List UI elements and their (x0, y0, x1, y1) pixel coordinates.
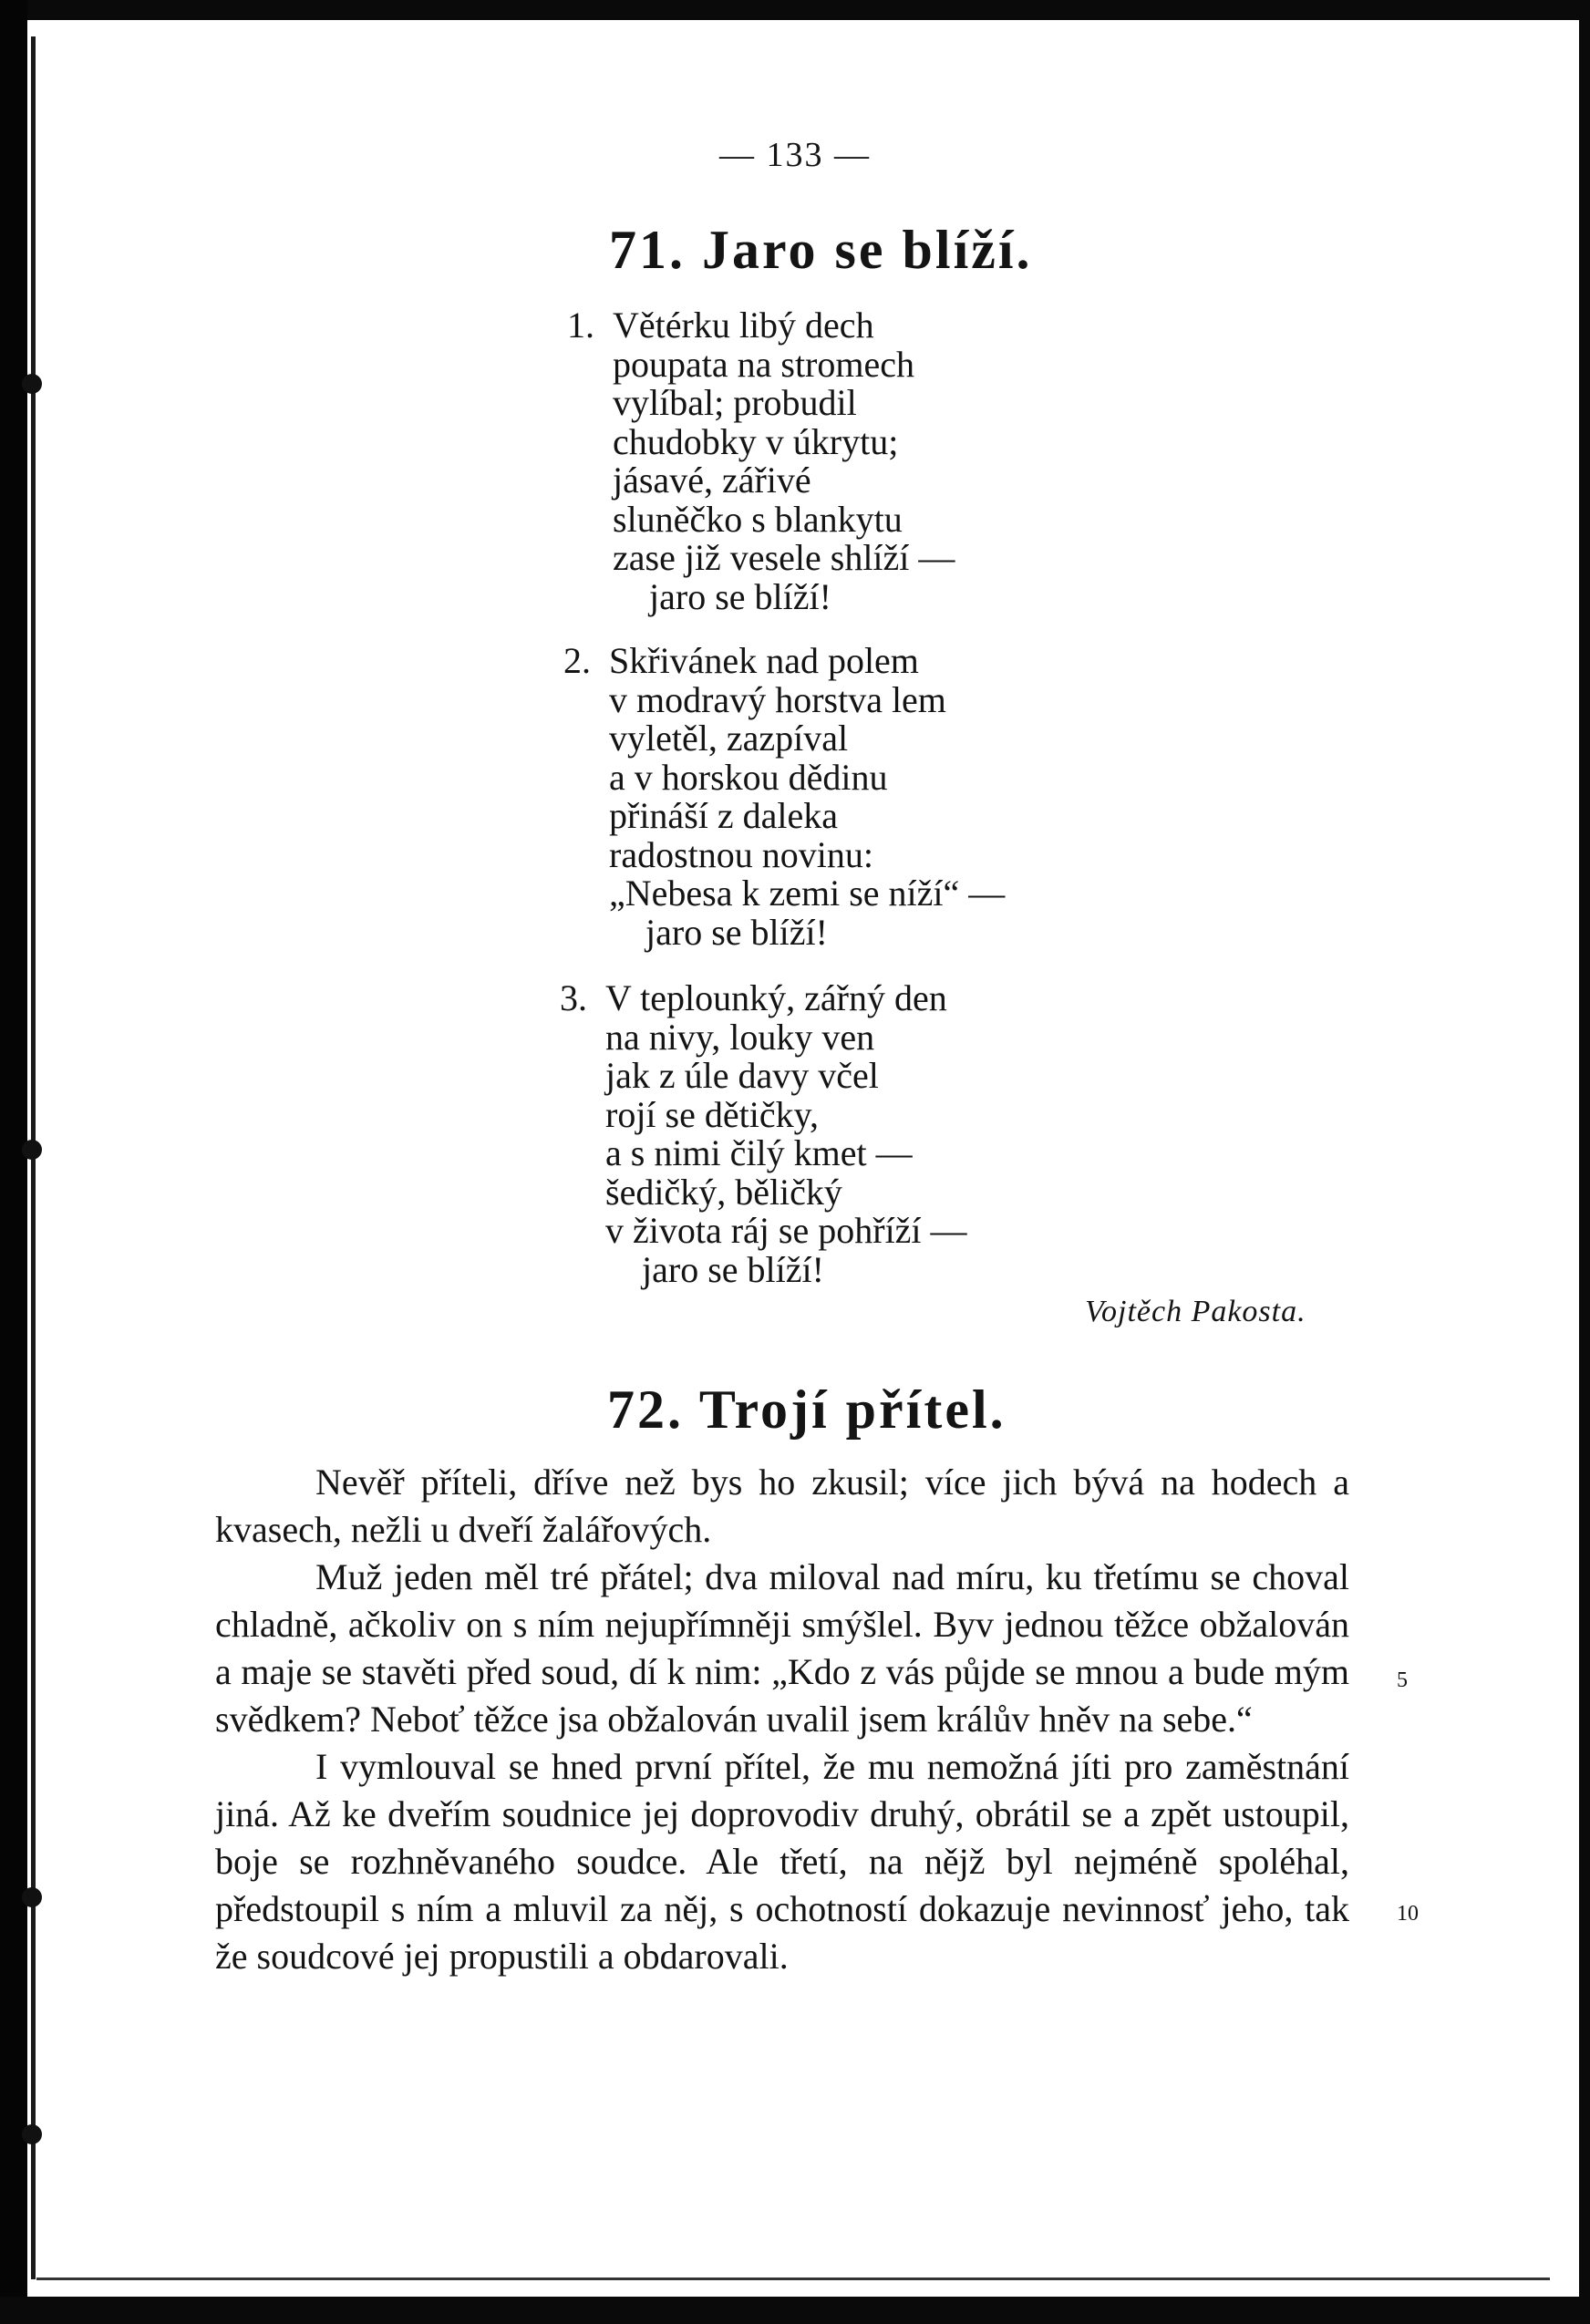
verse-line: poupata na stromech (613, 343, 914, 385)
verse-line: vyletěl, zazpíval (609, 718, 849, 759)
page-number: — 133 — (719, 136, 871, 174)
stanza-2 (563, 640, 1006, 953)
stanza-number: 3. (560, 977, 587, 1018)
verse-line: jak z úle davy včel (605, 1055, 879, 1096)
verse-line: radostnou novinu: (609, 833, 873, 875)
paragraph: I vymlouval se hned první přítel, že mu nemožná jíti pro zaměstnání jiná. Až ke dveřím soudnice jej doprovodiv druhý, obrátil se a zpět ustoupil, boje se rozhněvaného soudce. Ale třetí, na nějž byl nejméně spoléhal, předstoupil s ním a mluvil za něj, s ochotností dokazuje nevinnosť jeho, tak že soudcové jej propustili a obdarovali. (215, 1746, 1349, 1977)
verse-line: jásavé, zářivé (613, 460, 811, 501)
refrain-line: jaro se blíží! (649, 575, 831, 617)
stanza-number: 2. (563, 640, 591, 681)
verse-line: šedičký, běličký (605, 1171, 842, 1213)
verse-line: v života ráj se pohříží — (605, 1210, 967, 1251)
scan-bottom-line (36, 2278, 1550, 2280)
paragraph: Muž jeden měl tré přátel; dva miloval nad míru, ku třetímu se choval chladně, ačkoliv on s ním nejupřímněji smýšlel. Byv jednou těžce obžalován a maje se stavěti před soud, dí k nim: „Kdo z vás půjde se mnou a bude mým svědkem? Neboť těžce jsa obžalován uvalil jsem králův hněv na sebe.“ (215, 1556, 1349, 1740)
verse-line: v modravý horstva lem (609, 678, 946, 720)
scan-mark (22, 374, 42, 394)
scan-edge-top (0, 0, 1590, 20)
poem-title: 71. Jaro se blíží. (609, 220, 1033, 280)
scan-mark (22, 1887, 42, 1907)
verse-line: rojí se dětičky, (605, 1093, 820, 1135)
verse-line: vylíbal; probudil (613, 382, 857, 423)
verse-line: přináší z daleka (609, 795, 838, 836)
verse-line: na nivy, louky ven (605, 1016, 875, 1058)
verse-line: chudobky v úkrytu; (613, 420, 899, 462)
verse-line: Větérku libý dech (613, 305, 874, 346)
poem-author: Vojtěch Pakosta. (1085, 1295, 1306, 1328)
verse-line: V teplounký, zářný den (605, 977, 947, 1018)
scan-edge-left (0, 0, 27, 2324)
refrain-line: jaro se blíží! (642, 1248, 824, 1290)
paragraph: Nevěř příteli, dříve než bys ho zkusil; více jich bývá na hodech a kvasech, nežli u dveří žalářových. (215, 1462, 1349, 1550)
verse-line: Skřivánek nad polem (609, 640, 919, 681)
line-number: 5 (1397, 1668, 1408, 1692)
stanza-3 (560, 977, 967, 1290)
scan-edge-right (1579, 0, 1590, 2324)
verse-line: a s nimi čilý kmet — (605, 1132, 913, 1173)
scan-edge-bottom (0, 2297, 1590, 2324)
refrain-line: jaro se blíží! (645, 911, 828, 953)
scan-mark (22, 1140, 42, 1160)
scan-mark (22, 2124, 42, 2144)
verse-line: „Nebesa k zemi se níží“ — (609, 873, 1006, 914)
verse-line: a v horskou dědinu (609, 756, 888, 798)
story-title: 72. Trojí přítel. (607, 1379, 1007, 1440)
stanza-number: 1. (567, 305, 594, 346)
story-text (215, 1459, 1349, 1980)
verse-line: sluněčko s blankytu (613, 498, 903, 540)
stanza-1 (567, 305, 955, 617)
verse-line: zase již vesele shlíží — (613, 537, 955, 578)
line-number: 10 (1397, 1902, 1419, 1926)
